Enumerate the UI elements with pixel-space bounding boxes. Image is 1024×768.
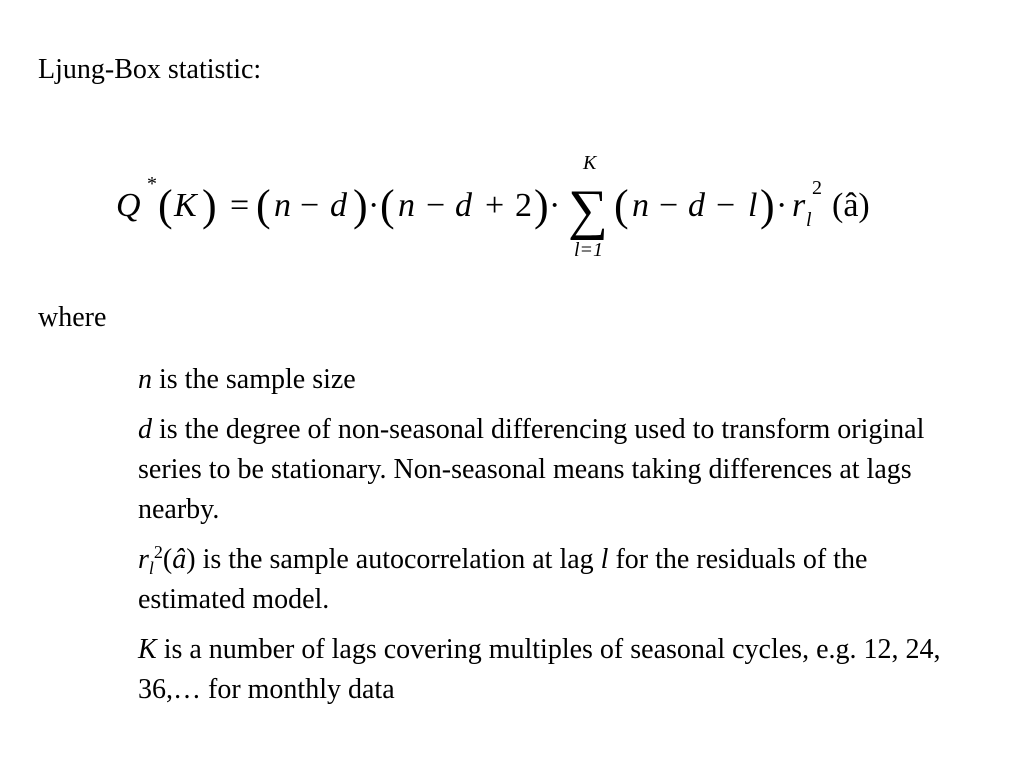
definition-r-text-before-lag: is the sample autocorrelation at lag	[195, 544, 601, 575]
ljung-box-formula	[0, 140, 1024, 270]
definition-d-symbol: d	[138, 414, 152, 445]
definition-r-sup: 2	[153, 542, 163, 562]
formula-paren-close-2: )	[353, 181, 368, 230]
formula-l1: l	[748, 187, 758, 224]
formula-paren-open-1: (	[158, 181, 173, 230]
formula-Q: Q	[116, 187, 141, 224]
formula-d2: d	[455, 187, 472, 224]
formula-n2: n	[398, 187, 415, 224]
definition-r-sub: l	[148, 558, 154, 578]
formula-r-sub: l	[806, 209, 812, 231]
definition-K-text: is a number of lags covering multiples of seasonal cycles, e.g. 12, 24, 36,… for monthly data	[138, 634, 941, 705]
definition-r-arg-open: (	[162, 544, 173, 575]
definition-n-text: is the sample size	[152, 364, 356, 395]
formula-svg	[0, 140, 1024, 270]
formula-paren-open-2: (	[256, 181, 271, 230]
slide-heading: Ljung-Box statistic:	[38, 54, 262, 85]
formula-minus2: −	[426, 187, 446, 224]
definition-n-symbol: n	[138, 364, 152, 395]
formula-dot2: ·	[549, 187, 561, 224]
definition-K-symbol: K	[138, 634, 157, 665]
formula-d3: d	[688, 187, 705, 224]
formula-n1: n	[274, 187, 291, 224]
formula-K-arg: K	[174, 187, 197, 224]
definition-r-arg: â	[172, 544, 187, 575]
formula-r-sup: 2	[812, 177, 822, 199]
formula-a-hat: (â)	[832, 187, 870, 224]
formula-dot3: ·	[776, 187, 788, 224]
formula-paren-open-3: (	[380, 181, 395, 230]
formula-equals: =	[230, 187, 250, 224]
definition-K	[138, 630, 978, 710]
definition-r-symbol-group	[138, 542, 163, 578]
definition-r-symbol: r	[138, 544, 149, 575]
definition-r-arg-close: )	[186, 544, 196, 575]
formula-n3: n	[632, 187, 649, 224]
formula-paren-close-1: )	[202, 181, 217, 230]
definition-r-lag: l	[600, 544, 609, 575]
formula-star: *	[147, 173, 157, 195]
definition-n	[138, 360, 978, 400]
formula-plus: +	[485, 187, 505, 224]
formula-paren-close-3: )	[534, 181, 549, 230]
formula-r: r	[792, 187, 806, 224]
definition-d-text: is the degree of non-seasonal differencing used to transform original series to be stationary. Non-seasonal means taking differences at lags nearby.	[138, 414, 925, 525]
formula-paren-open-4: (	[614, 181, 629, 230]
definition-d	[138, 410, 978, 530]
formula-two: 2	[515, 187, 532, 224]
where-label: where	[38, 302, 107, 333]
formula-minus1: −	[300, 187, 320, 224]
formula-sum-lower: l=1	[574, 239, 604, 261]
definitions-list	[138, 360, 978, 720]
definition-r	[138, 540, 978, 620]
formula-d1: d	[330, 187, 347, 224]
definition-r-text-after-lag: for the residuals of the estimated model.	[138, 544, 868, 615]
formula-minus4: −	[716, 187, 736, 224]
formula-sum-upper: K	[583, 152, 597, 174]
formula-minus3: −	[659, 187, 679, 224]
formula-dot1: ·	[368, 187, 380, 224]
formula-sigma: ∑	[568, 179, 608, 241]
formula-paren-close-4: )	[760, 181, 775, 230]
